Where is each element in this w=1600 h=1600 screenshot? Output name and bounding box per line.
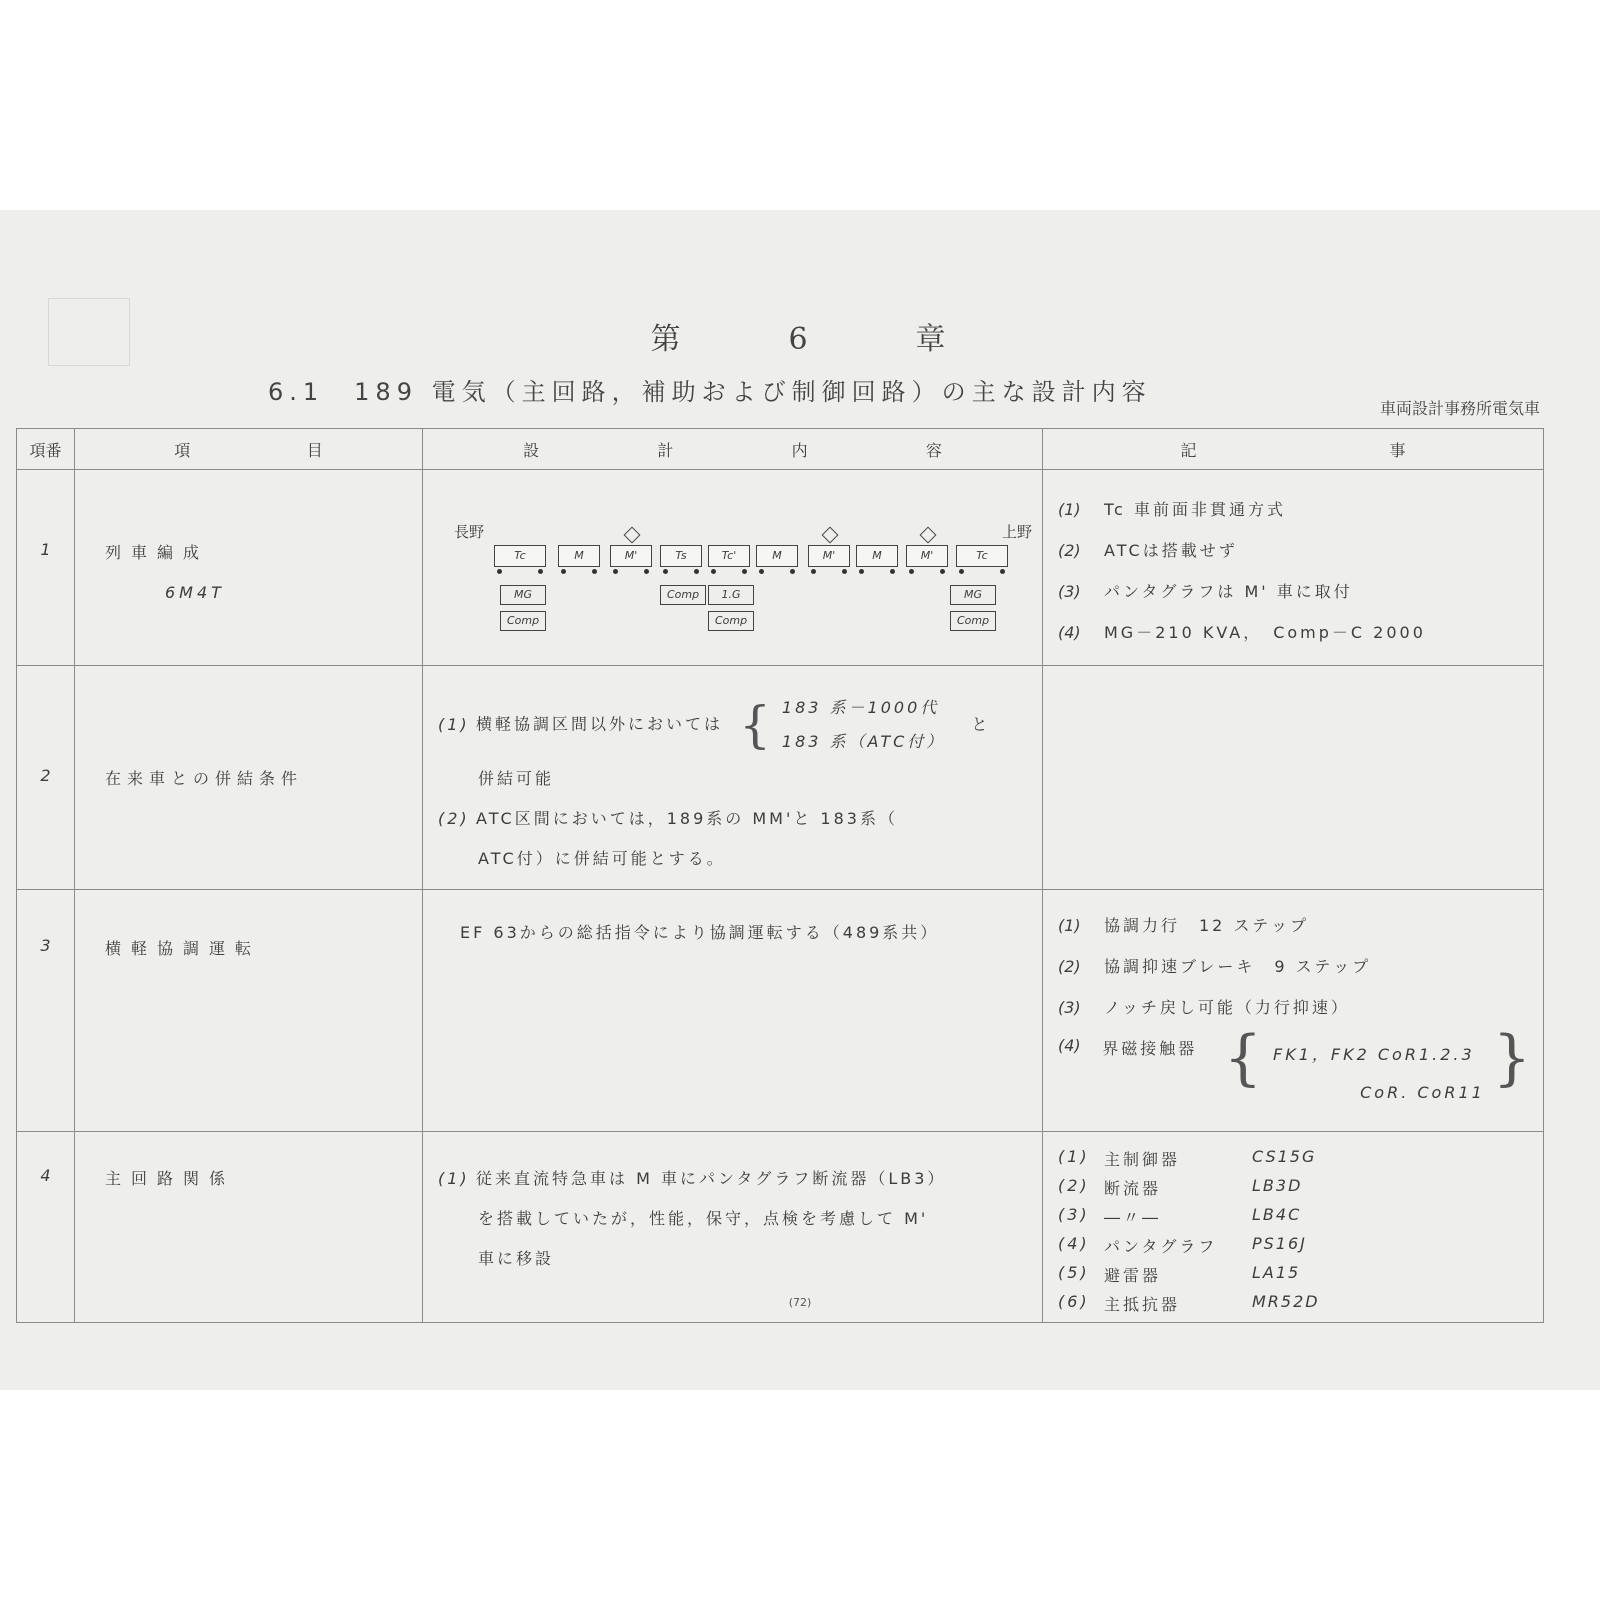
page-number: (72) bbox=[788, 1296, 812, 1309]
row-item: 在来車との併結条件 bbox=[75, 666, 423, 890]
note-tag: (2) bbox=[1058, 541, 1081, 560]
car-8 bbox=[856, 545, 898, 567]
list-item bbox=[1058, 995, 1542, 1018]
brace-item: CoR. CoR11 bbox=[1360, 1083, 1485, 1102]
list-item bbox=[1058, 1176, 1542, 1199]
part-tag: (2) bbox=[1058, 1176, 1090, 1195]
note-text: Tc 車前面非貫通方式 bbox=[1104, 500, 1286, 519]
para-text: ATC区間においては，189系の MM'と 183系（ bbox=[476, 809, 898, 828]
part-tag: (5) bbox=[1058, 1263, 1090, 1282]
table-header-row bbox=[17, 429, 1544, 470]
part-name: 主制御器 bbox=[1104, 1150, 1181, 1169]
list-item bbox=[1058, 1234, 1542, 1257]
brace-list bbox=[782, 691, 945, 759]
car-4 bbox=[660, 545, 702, 567]
row-design bbox=[423, 890, 1043, 1132]
brace-close-icon: } bbox=[1492, 1023, 1534, 1093]
notes-list bbox=[1044, 891, 1542, 1112]
car-label: Tc bbox=[514, 549, 526, 562]
para-text: 従来直流特急車は M 車にパンタグラフ断流器（LB3） bbox=[476, 1169, 947, 1188]
part-name: パンタグラフ bbox=[1104, 1237, 1218, 1256]
chapter-dai: 第 bbox=[650, 322, 685, 357]
note-tag: (4) bbox=[1058, 1036, 1081, 1055]
para-tag: (1) bbox=[438, 1169, 470, 1188]
brace-item: 183 系－1000代 bbox=[781, 698, 940, 717]
equipment-box: Comp bbox=[708, 611, 754, 631]
part-name: 断流器 bbox=[1104, 1179, 1162, 1198]
car-label: M' bbox=[920, 549, 934, 562]
list-item bbox=[1058, 1147, 1542, 1170]
brace-icon: { bbox=[1223, 1023, 1266, 1093]
header-item bbox=[75, 429, 423, 470]
list-item bbox=[1058, 1023, 1542, 1112]
paragraph-1 bbox=[438, 691, 1041, 759]
car-label: M' bbox=[822, 549, 836, 562]
row-item-label: 列車編成 bbox=[105, 543, 210, 562]
table-row bbox=[17, 1132, 1544, 1323]
car-7 bbox=[808, 545, 850, 567]
part-tag: (1) bbox=[1058, 1147, 1090, 1166]
list-item bbox=[1058, 1205, 1542, 1228]
design-table bbox=[16, 428, 1544, 1323]
note-tag: (3) bbox=[1058, 998, 1081, 1017]
part-tag: (4) bbox=[1058, 1234, 1090, 1253]
brace-item: FK1，FK2 CoR1.2.3 bbox=[1273, 1045, 1475, 1064]
row-number: 4 bbox=[17, 1132, 75, 1323]
section-title: 6.1 189 電気（主回路，補助および制御回路）の主な設計内容 bbox=[268, 378, 1152, 406]
row-number: 1 bbox=[17, 470, 75, 666]
notes-list bbox=[1044, 471, 1542, 643]
chapter-heading bbox=[0, 314, 1600, 358]
list-item bbox=[1058, 620, 1542, 643]
header-item-a: 項 bbox=[174, 440, 191, 460]
department-label: 車両設計事務所電気車 bbox=[1379, 399, 1540, 418]
list-item bbox=[1058, 913, 1542, 936]
row-design bbox=[423, 1132, 1043, 1323]
note-text: MG－210 KVA， Comp－C 2000 bbox=[1104, 623, 1426, 642]
car-label: M bbox=[772, 549, 782, 562]
train-formation-diagram bbox=[454, 511, 1054, 661]
note-text: 協調力行 12 ステップ bbox=[1104, 916, 1310, 935]
car-label: M' bbox=[624, 549, 638, 562]
list-item bbox=[1058, 579, 1542, 602]
header-design-d: 容 bbox=[925, 440, 942, 460]
note-tag: (3) bbox=[1058, 582, 1081, 601]
row-design bbox=[423, 470, 1043, 666]
pantograph-icon bbox=[920, 527, 937, 544]
equipment-box: Comp bbox=[660, 585, 706, 605]
pantograph-icon bbox=[822, 527, 839, 544]
car-10 bbox=[956, 545, 1008, 567]
design-content bbox=[424, 667, 1041, 879]
part-code: LA15 bbox=[1252, 1263, 1301, 1282]
note-text: 協調抑速ブレーキ 9 ステップ bbox=[1104, 957, 1372, 976]
header-design-b: 計 bbox=[657, 440, 674, 460]
header-notes-a: 記 bbox=[1180, 440, 1197, 460]
list-item bbox=[1058, 1263, 1542, 1286]
part-tag: (6) bbox=[1058, 1292, 1090, 1311]
chapter-number: 6 bbox=[788, 322, 812, 357]
car-label: Tc bbox=[976, 549, 988, 562]
table-row bbox=[17, 890, 1544, 1132]
para-suffix: と bbox=[971, 714, 991, 734]
row-item: 横軽協調運転 bbox=[75, 890, 423, 1132]
list-item bbox=[1058, 538, 1542, 561]
right-end-label: 上野 bbox=[1002, 523, 1033, 541]
paragraph-1 bbox=[438, 1159, 1041, 1199]
car-label: Ts bbox=[675, 549, 687, 562]
car-9 bbox=[906, 545, 948, 567]
equipment-box: 1.G bbox=[708, 585, 754, 605]
part-code: MR52D bbox=[1252, 1292, 1320, 1311]
para-continuation: ATC付）に併結可能とする。 bbox=[478, 849, 726, 868]
car-3 bbox=[610, 545, 652, 567]
header-design-c: 内 bbox=[791, 440, 808, 460]
car-5 bbox=[708, 545, 750, 567]
header-no: 項番 bbox=[17, 429, 75, 470]
design-content: EF 63からの総括指令により協調運転する（489系共） bbox=[460, 923, 940, 942]
note-text: ATCは搭載せず bbox=[1104, 541, 1238, 560]
equipment-box: MG bbox=[950, 585, 996, 605]
note-tag: (4) bbox=[1058, 623, 1081, 642]
header-notes bbox=[1043, 429, 1544, 470]
header-notes-b: 事 bbox=[1389, 440, 1406, 460]
equipment-box: MG bbox=[500, 585, 546, 605]
header-design-a: 設 bbox=[523, 440, 540, 460]
equipment-box: Comp bbox=[500, 611, 546, 631]
header-design bbox=[423, 429, 1043, 470]
row-number: 2 bbox=[17, 666, 75, 890]
brace-icon: { bbox=[739, 696, 774, 754]
car-2 bbox=[558, 545, 600, 567]
list-item bbox=[1058, 954, 1542, 977]
brace-item: 183 系（ATC付） bbox=[781, 732, 946, 751]
note-text: パンタグラフは M' 車に取付 bbox=[1104, 582, 1353, 601]
part-name: ―〃― bbox=[1104, 1208, 1162, 1227]
brace-list bbox=[1273, 1036, 1485, 1112]
row-notes bbox=[1043, 890, 1544, 1132]
para-tag: (1) bbox=[438, 714, 470, 734]
list-item bbox=[1058, 497, 1542, 520]
car-label: M bbox=[574, 549, 584, 562]
equipment-box: Comp bbox=[950, 611, 996, 631]
car-6 bbox=[756, 545, 798, 567]
row-item: 主回路関係 bbox=[75, 1132, 423, 1323]
table-row bbox=[17, 470, 1544, 666]
part-code: CS15G bbox=[1252, 1147, 1317, 1166]
note-tag: (1) bbox=[1058, 500, 1081, 519]
row-number: 3 bbox=[17, 890, 75, 1132]
row-item bbox=[75, 470, 423, 666]
row-notes bbox=[1043, 470, 1544, 666]
part-code: LB3D bbox=[1252, 1176, 1303, 1195]
para-tag: (2) bbox=[438, 809, 470, 828]
chapter-sho: 章 bbox=[915, 322, 950, 357]
design-content bbox=[424, 1133, 1041, 1279]
car-label: M bbox=[872, 549, 882, 562]
part-code: LB4C bbox=[1252, 1205, 1302, 1224]
car-label: Tc' bbox=[721, 549, 737, 562]
row-notes bbox=[1043, 1132, 1544, 1323]
car-1 bbox=[494, 545, 546, 567]
note-tag: (1) bbox=[1058, 916, 1081, 935]
pantograph-icon bbox=[624, 527, 641, 544]
left-end-label: 長野 bbox=[454, 523, 485, 541]
note-text: 界磁接触器 bbox=[1102, 1039, 1198, 1058]
para-text: 横軽協調区間以外においては bbox=[476, 714, 724, 734]
brace-group bbox=[731, 691, 945, 759]
note-tag: (2) bbox=[1058, 957, 1081, 976]
para-continuation: を搭載していたが，性能，保守，点検を考慮して M' bbox=[478, 1209, 929, 1228]
para-continuation: 車に移設 bbox=[478, 1249, 555, 1268]
part-name: 避雷器 bbox=[1104, 1266, 1162, 1285]
para-continuation: 併結可能 bbox=[478, 769, 555, 788]
paragraph-2 bbox=[438, 799, 1041, 839]
part-tag: (3) bbox=[1058, 1205, 1090, 1224]
row-design bbox=[423, 666, 1043, 890]
part-name: 主抵抗器 bbox=[1104, 1295, 1181, 1314]
header-item-b: 目 bbox=[306, 440, 323, 460]
part-code: PS16J bbox=[1252, 1234, 1307, 1253]
row-item-sub: 6M4T bbox=[165, 583, 225, 602]
note-text: ノッチ戻し可能（力行抑速） bbox=[1104, 998, 1350, 1017]
table-row bbox=[17, 666, 1544, 890]
parts-list bbox=[1044, 1133, 1542, 1315]
row-notes bbox=[1043, 666, 1544, 890]
